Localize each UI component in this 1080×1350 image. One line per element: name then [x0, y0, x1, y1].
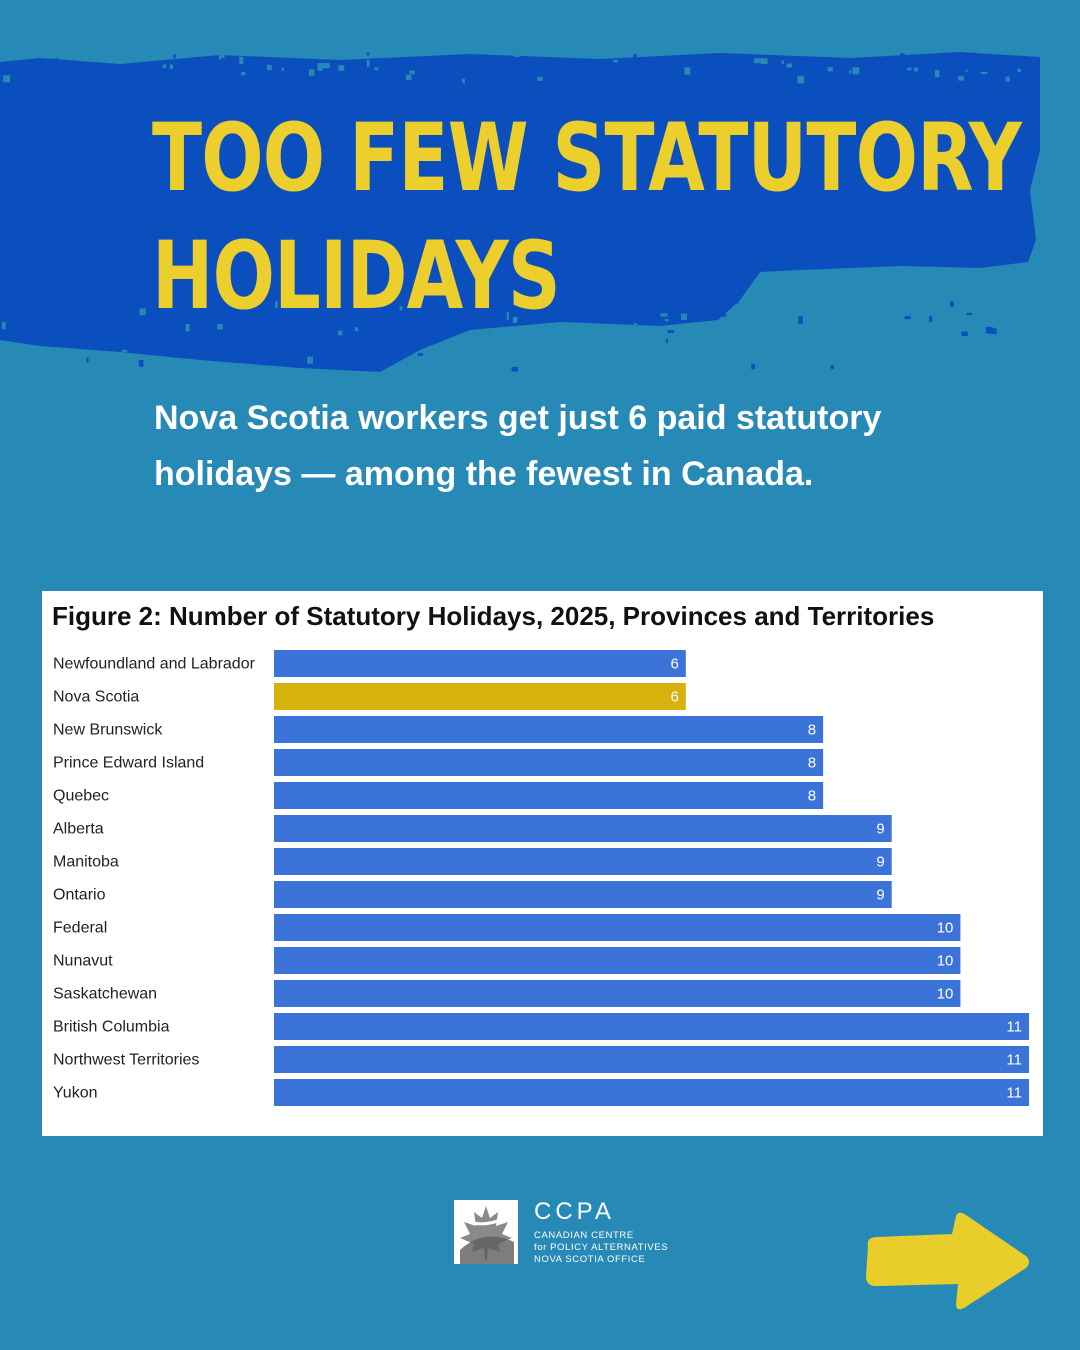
brush-texture-speck: [1006, 77, 1010, 82]
brush-texture-speck: [462, 79, 465, 84]
brush-texture-speck: [86, 358, 88, 363]
bar: [274, 914, 960, 941]
brush-texture-speck: [163, 65, 167, 69]
brush-texture-speck: [907, 68, 911, 71]
category-label: Newfoundland and Labrador: [53, 655, 255, 673]
brush-texture-speck: [307, 357, 313, 364]
arrow-right-icon[interactable]: [860, 1212, 1032, 1312]
brush-texture-speck: [814, 335, 818, 342]
brush-texture-speck: [904, 316, 910, 319]
brush-texture-speck: [13, 72, 19, 78]
brush-texture-speck: [80, 335, 83, 341]
brush-texture-speck: [644, 66, 648, 70]
brush-texture-speck: [54, 58, 58, 60]
brush-texture-speck: [507, 64, 509, 70]
bar: [274, 815, 892, 842]
brush-texture-speck: [109, 328, 112, 332]
brush-texture-speck: [465, 61, 468, 66]
brush-texture-speck: [719, 361, 723, 365]
brush-texture-speck: [770, 59, 777, 65]
data-label: 10: [936, 985, 954, 1003]
brush-texture-speck: [384, 64, 391, 70]
bar: [274, 1079, 1029, 1106]
brush-texture-speck: [909, 57, 913, 60]
brush-texture-speck: [90, 328, 93, 333]
logo-name: CCPA: [534, 1198, 615, 1225]
brush-texture-speck: [2, 322, 6, 329]
brush-texture-speck: [754, 58, 761, 63]
bar: [274, 749, 823, 776]
brush-texture-speck: [1018, 69, 1021, 72]
brush-texture-speck: [94, 51, 98, 57]
category-label: Nova Scotia: [53, 688, 140, 706]
category-label: Quebec: [53, 787, 110, 805]
brush-texture-speck: [853, 67, 860, 74]
brush-texture-speck: [818, 63, 824, 70]
brush-texture-speck: [950, 301, 954, 307]
logo-line-2: for POLICY ALTERNATIVES: [534, 1242, 669, 1253]
chart-card: [42, 591, 1043, 1136]
bar: [274, 980, 960, 1007]
data-label: 10: [936, 919, 954, 937]
data-label: 9: [876, 820, 885, 838]
ccpa-logo: [454, 1198, 684, 1268]
brush-texture-speck: [29, 52, 35, 57]
brush-texture-speck: [338, 65, 344, 71]
brush-texture-speck: [685, 67, 691, 74]
brush-texture-speck: [963, 57, 969, 62]
brush-texture-speck: [3, 75, 10, 82]
brush-texture-speck: [459, 61, 462, 65]
brush-texture-speck: [758, 76, 760, 81]
headline: [152, 100, 1022, 336]
category-label: Yukon: [53, 1084, 98, 1102]
brush-texture-speck: [787, 64, 793, 68]
brush-texture-speck: [849, 70, 851, 73]
brush-texture-speck: [909, 72, 915, 80]
category-label: British Columbia: [53, 1018, 170, 1036]
brush-texture-speck: [900, 53, 905, 58]
logo-line-1: CANADIAN CENTRE: [534, 1230, 634, 1241]
bar: [274, 782, 823, 809]
data-label: 6: [670, 655, 679, 673]
brush-texture-speck: [409, 71, 415, 75]
brush-texture-speck: [430, 356, 436, 363]
brush-texture-speck: [512, 367, 518, 372]
brush-texture-speck: [290, 347, 297, 350]
brush-texture-speck: [831, 365, 834, 369]
brush-texture-speck: [797, 76, 804, 84]
bar: [274, 716, 823, 743]
bar: [274, 947, 960, 974]
brush-texture-speck: [191, 359, 195, 365]
brush-texture-speck: [282, 68, 284, 71]
brush-texture-speck: [318, 63, 323, 71]
brush-texture-speck: [354, 360, 359, 364]
data-label: 8: [807, 721, 817, 739]
data-label: 11: [1006, 1084, 1022, 1102]
brush-texture-speck: [256, 61, 259, 67]
brush-texture-speck: [967, 313, 973, 315]
brush-texture-speck: [139, 360, 144, 367]
brush-texture-speck: [190, 59, 197, 61]
brush-texture-speck: [941, 368, 943, 373]
brush-texture-speck: [537, 77, 542, 81]
bar: [274, 881, 892, 908]
subtitle: Nova Scotia workers get just 6 paid statutory holidays — among the fewest in Canada.: [154, 399, 882, 493]
data-label: 11: [1006, 1051, 1022, 1069]
chart-title: Figure 2: Number of Statutory Holidays, 2025, Provinces and Territories: [52, 601, 935, 631]
brush-texture-speck: [367, 60, 370, 68]
brush-texture-speck: [241, 72, 246, 75]
brush-texture-speck: [341, 53, 345, 57]
brush-texture-speck: [965, 70, 967, 72]
brush-texture-speck: [751, 364, 755, 369]
brush-texture-speck: [666, 339, 668, 343]
brush-texture-speck: [267, 65, 272, 70]
data-label: 8: [807, 787, 817, 805]
brush-texture-speck: [367, 53, 370, 56]
brush-texture-speck: [662, 79, 669, 83]
brush-texture-speck: [557, 70, 560, 76]
brush-texture-speck: [1017, 74, 1022, 79]
brush-texture-speck: [810, 78, 814, 85]
bar: [274, 1046, 1029, 1073]
brush-texture-speck: [583, 54, 586, 59]
brush-texture-speck: [515, 51, 520, 57]
data-label: 11: [1006, 1018, 1022, 1036]
category-label: Ontario: [53, 886, 106, 904]
brush-texture-speck: [406, 75, 412, 80]
brush-texture-speck: [981, 72, 988, 74]
data-label: 9: [876, 886, 885, 904]
data-label: 10: [936, 952, 954, 970]
brush-texture-speck: [109, 71, 112, 73]
bar: [274, 650, 686, 677]
category-label: Saskatchewan: [53, 985, 158, 1003]
category-label: Prince Edward Island: [53, 754, 205, 772]
brush-texture-speck: [751, 69, 755, 76]
brush-texture-speck: [170, 65, 173, 69]
headline-line-2: HOLIDAYS: [152, 222, 560, 331]
category-label: Manitoba: [53, 853, 119, 871]
brush-texture-speck: [633, 54, 636, 60]
brush-texture-speck: [374, 68, 378, 71]
brush-texture-speck: [914, 68, 918, 72]
brush-texture-speck: [221, 58, 228, 63]
category-label: Northwest Territories: [53, 1051, 200, 1069]
logo-line-3: NOVA SCOTIA OFFICE: [534, 1254, 646, 1265]
category-label: New Brunswick: [53, 721, 163, 739]
bar: [274, 1013, 1029, 1040]
brush-texture-speck: [69, 328, 72, 330]
brush-texture-speck: [420, 70, 426, 73]
brush-texture-speck: [122, 350, 127, 352]
brush-texture-speck: [173, 55, 176, 59]
bar-highlight: [274, 683, 686, 710]
brush-texture-speck: [392, 66, 399, 71]
headline-line-1: TOO FEW STATUTORY: [152, 104, 1022, 213]
brush-texture-speck: [323, 63, 330, 68]
brush-texture-speck: [239, 57, 243, 64]
brush-texture-speck: [418, 353, 423, 356]
data-label: 6: [670, 688, 679, 706]
brush-texture-speck: [71, 56, 75, 58]
brush-texture-speck: [986, 327, 993, 334]
category-label: Federal: [53, 919, 108, 937]
bar: [274, 848, 892, 875]
brush-texture-speck: [309, 69, 315, 76]
brush-texture-speck: [224, 341, 229, 346]
brush-texture-speck: [977, 306, 982, 313]
data-label: 8: [807, 754, 817, 772]
brush-texture-speck: [828, 67, 833, 71]
maple-leaf-icon: [454, 1200, 518, 1264]
brush-texture-speck: [992, 328, 997, 334]
brush-texture-speck: [951, 338, 958, 344]
brush-texture-speck: [761, 58, 768, 64]
brush-texture-speck: [155, 64, 160, 69]
category-label: Nunavut: [53, 952, 113, 970]
brush-texture-speck: [613, 60, 618, 63]
brush-texture-speck: [316, 362, 321, 368]
brush-texture-speck: [782, 60, 784, 64]
data-label: 9: [876, 853, 885, 871]
brush-texture-speck: [261, 73, 264, 79]
brush-texture-speck: [22, 66, 28, 73]
brush-texture-speck: [935, 70, 940, 77]
bar-chart: [42, 591, 1043, 1136]
brush-texture-speck: [929, 316, 932, 322]
brush-texture-speck: [304, 79, 310, 82]
brush-texture-speck: [588, 68, 591, 72]
category-label: Alberta: [53, 820, 104, 838]
brush-texture-speck: [79, 79, 84, 85]
brush-texture-speck: [140, 308, 146, 315]
brush-texture-speck: [962, 332, 968, 337]
logo-subtitle: [534, 1230, 668, 1266]
brush-texture-speck: [958, 76, 964, 80]
